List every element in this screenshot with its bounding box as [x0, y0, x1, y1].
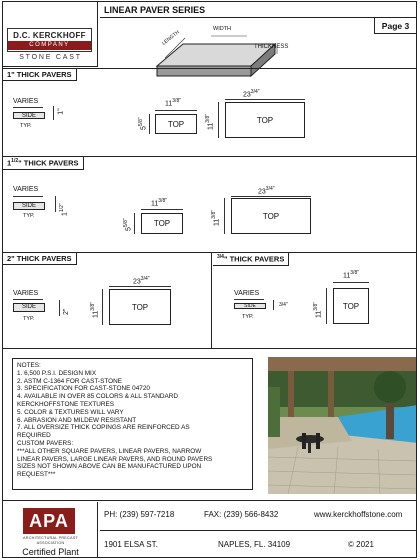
pool-patio-photo	[268, 357, 417, 494]
city-state-zip: NAPLES, FL. 34109	[218, 540, 291, 549]
apa-mark: APA	[23, 508, 75, 534]
s2-varies: VARIES	[13, 186, 39, 193]
s2-large-height: $11^{3/8"}$	[211, 209, 221, 226]
logo-tagline: STONE CAST	[19, 54, 82, 61]
s4-varies: VARIES	[234, 290, 260, 297]
iso-width-label: WIDTH	[213, 26, 232, 32]
section-1in-label: 1" THICK PAVERS	[3, 69, 77, 81]
footer-address-row	[100, 532, 417, 558]
s4-side-dim: 3/4"	[279, 302, 288, 308]
footer-contact-row	[100, 502, 417, 530]
note-line: LINEAR PAVERS, LARGE LINEAR PAVERS, AND ROUND PAVERS	[17, 455, 213, 463]
s1-large-height: $11^{3/8"}$	[205, 113, 215, 130]
logo-name: D.C. KERCKHOFF	[13, 31, 86, 40]
note-line: 4. AVAILABLE IN OVER 85 COLORS & ALL STANDARD	[17, 393, 179, 401]
spec-sheet	[2, 1, 417, 558]
section-0-75in-label: $^{3/4}$" THICK PAVERS	[213, 253, 289, 266]
section-2in-label: 2" THICK PAVERS	[3, 253, 77, 265]
s4-typ: TYP.	[242, 314, 254, 320]
s3-varies: VARIES	[13, 290, 39, 297]
s3-width: $23^{3/4"}$	[133, 276, 150, 286]
s1-small-top-box: TOP	[155, 114, 197, 134]
logo-badge	[7, 28, 92, 52]
s2-small-height: $5^{5/8"}$	[123, 218, 133, 231]
company-logo	[3, 2, 98, 67]
note-line: 3. SPECIFICATION FOR CAST-STONE 04720	[17, 385, 150, 393]
s2-large-width: $23^{3/4"}$	[258, 186, 275, 196]
s4-top-box: TOP	[333, 288, 369, 324]
s2-large-top-box: TOP	[231, 198, 311, 234]
page-number: Page 3	[374, 18, 416, 34]
s1-varies: VARIES	[13, 98, 39, 105]
s2-typ: TYP.	[23, 213, 35, 219]
s1-small-width: $11^{3/8"}$	[165, 98, 182, 108]
s4-width: $11^{3/8"}$	[343, 270, 360, 280]
certified-plant: Certified Plant	[22, 547, 79, 557]
series-title: LINEAR PAVER SERIES	[100, 2, 417, 18]
note-line: SIZES NOT SHOWN ABOVE CAN BE MANUFACTURED UPON	[17, 463, 202, 471]
note-line: 2. ASTM C-1364 FOR CAST-STONE	[17, 377, 122, 385]
note-line: 7. ALL OVERSIZE THICK COPINGS ARE REINFORCED AS	[17, 424, 190, 432]
note-line: 6. ABRASION AND MILDEW RESISTANT	[17, 416, 137, 424]
s1-large-width: $23^{3/4"}$	[243, 89, 260, 99]
s3-height: $11^{3/8"}$	[90, 301, 100, 318]
s3-typ: TYP.	[23, 316, 35, 322]
s3-side-box: SIDE	[13, 303, 45, 312]
logo-company: COMPANY	[8, 41, 91, 50]
notes-box	[12, 358, 253, 490]
note-line: REQUEST***	[17, 471, 56, 479]
fax-number: FAX: (239) 566-8432	[204, 510, 279, 519]
iso-thickness-label: THICKNESS	[254, 44, 289, 50]
apa-subtitle-2: ASSOCIATION	[36, 541, 65, 545]
s2-side-dim: $1^{1/2"}$	[59, 203, 69, 216]
section-1-5in-label: $1^{1/2}$" THICK PAVERS	[3, 157, 84, 170]
s4-side-box: SIDE	[234, 303, 266, 309]
s1-side-dim: 1"	[57, 108, 65, 115]
note-line: NOTES:	[17, 362, 41, 369]
s3-top-box: TOP	[109, 289, 171, 325]
s2-small-width: $11^{3/8"}$	[151, 198, 168, 208]
website-link[interactable]: www.kerckhoffstone.com	[314, 510, 403, 519]
note-line: 1. 6,500 P.S.I. DESIGN MIX	[17, 369, 97, 377]
s1-small-height: $5^{5/8"}$	[138, 117, 148, 130]
apa-logo	[3, 502, 98, 558]
phone-number: PH: (239) 597-7218	[104, 510, 175, 519]
note-line: REQUIRED	[17, 432, 51, 440]
s3-side-dim: 2"	[63, 308, 70, 315]
apa-subtitle-1: ARCHITECTURAL PRECAST	[23, 536, 78, 540]
copyright: © 2021	[348, 540, 374, 549]
s4-height: $11^{3/8"}$	[313, 301, 323, 318]
iso-length-label: LENGTH	[161, 29, 181, 47]
street-address: 1901 ELSA ST.	[104, 540, 158, 549]
note-line: KERCKHOFFSTONE TEXTURES	[17, 400, 115, 408]
s2-side-box: SIDE	[13, 202, 45, 210]
note-line: CUSTOM PAVERS:	[17, 439, 74, 447]
note-line: 5. COLOR & TEXTURES WILL VARY	[17, 408, 124, 416]
s1-large-top-box: TOP	[225, 102, 305, 138]
s1-typ: TYP.	[20, 123, 32, 129]
s1-side-box: SIDE	[13, 112, 45, 119]
s2-small-top-box: TOP	[141, 213, 183, 234]
note-line: ***ALL OTHER SQUARE PAVERS, LINEAR PAVERS, NARROW	[17, 447, 202, 455]
